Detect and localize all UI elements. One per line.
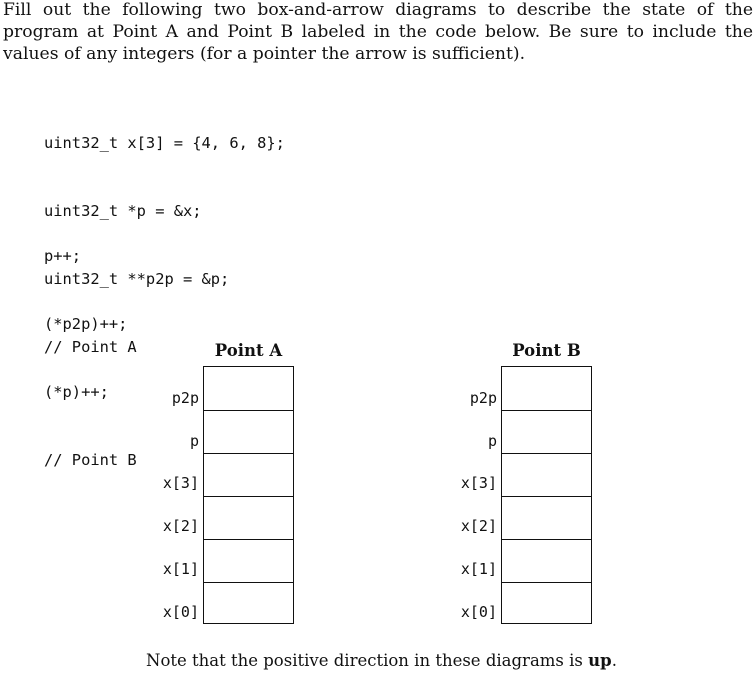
- note-text: Note that the positive direction in these diagrams is: [146, 651, 589, 670]
- instructions-paragraph: Fill out the following two box-and-arrow diagrams to describe the state of the program at Point A and Point B labeled in the code below. Be sure to include the values of any integers (for a pointer the arrow is sufficient).: [3, 0, 753, 64]
- memory-cell-x0[interactable]: [204, 582, 293, 625]
- memory-cell-x1[interactable]: [204, 539, 293, 582]
- memory-cell-x0[interactable]: [502, 582, 591, 625]
- row-label-x1: x[1]: [162, 560, 199, 578]
- memory-stack: [501, 366, 592, 624]
- memory-cell-x2[interactable]: [502, 496, 591, 539]
- note-suffix: .: [611, 651, 617, 670]
- memory-cell-x3[interactable]: [502, 453, 591, 496]
- code-line: p++;: [44, 247, 82, 266]
- memory-cell-x2[interactable]: [204, 496, 293, 539]
- row-label-x3: x[3]: [162, 474, 199, 492]
- row-label-x2: x[2]: [460, 517, 497, 535]
- row-label-x0: x[0]: [460, 603, 497, 621]
- memory-cell-p2p[interactable]: [204, 367, 293, 410]
- code-line: uint32_t *p = &x;: [44, 201, 202, 220]
- row-label-p2p: p2p: [469, 389, 497, 407]
- note-emphasis: up: [588, 651, 612, 670]
- code-line: (*p)++;: [44, 382, 109, 401]
- code-line: uint32_t **p2p = &p;: [44, 269, 230, 288]
- memory-cell-p[interactable]: [204, 410, 293, 453]
- row-label-x3: x[3]: [460, 474, 497, 492]
- diagram-point-a: [140, 340, 440, 630]
- diagram-point-b: [438, 340, 738, 630]
- code-block-point-b: [44, 200, 137, 494]
- memory-cell-p[interactable]: [502, 410, 591, 453]
- row-label-p: p: [487, 432, 497, 450]
- memory-cell-x1[interactable]: [502, 539, 591, 582]
- code-comment-point-b: // Point B: [44, 450, 137, 469]
- row-label-x2: x[2]: [162, 517, 199, 535]
- memory-cell-x3[interactable]: [204, 453, 293, 496]
- direction-note: [146, 650, 617, 672]
- row-label-x0: x[0]: [162, 603, 199, 621]
- diagram-title: Point A: [214, 341, 283, 360]
- code-line: uint32_t x[3] = {4, 6, 8};: [44, 134, 285, 153]
- row-label-x1: x[1]: [460, 560, 497, 578]
- diagram-title: Point B: [512, 341, 581, 360]
- row-label-p: p: [189, 432, 199, 450]
- code-line: (*p2p)++;: [44, 314, 128, 333]
- code-comment-point-a: // Point A: [44, 337, 137, 356]
- row-label-p2p: p2p: [171, 389, 199, 407]
- memory-cell-p2p[interactable]: [502, 367, 591, 410]
- memory-stack: [203, 366, 294, 624]
